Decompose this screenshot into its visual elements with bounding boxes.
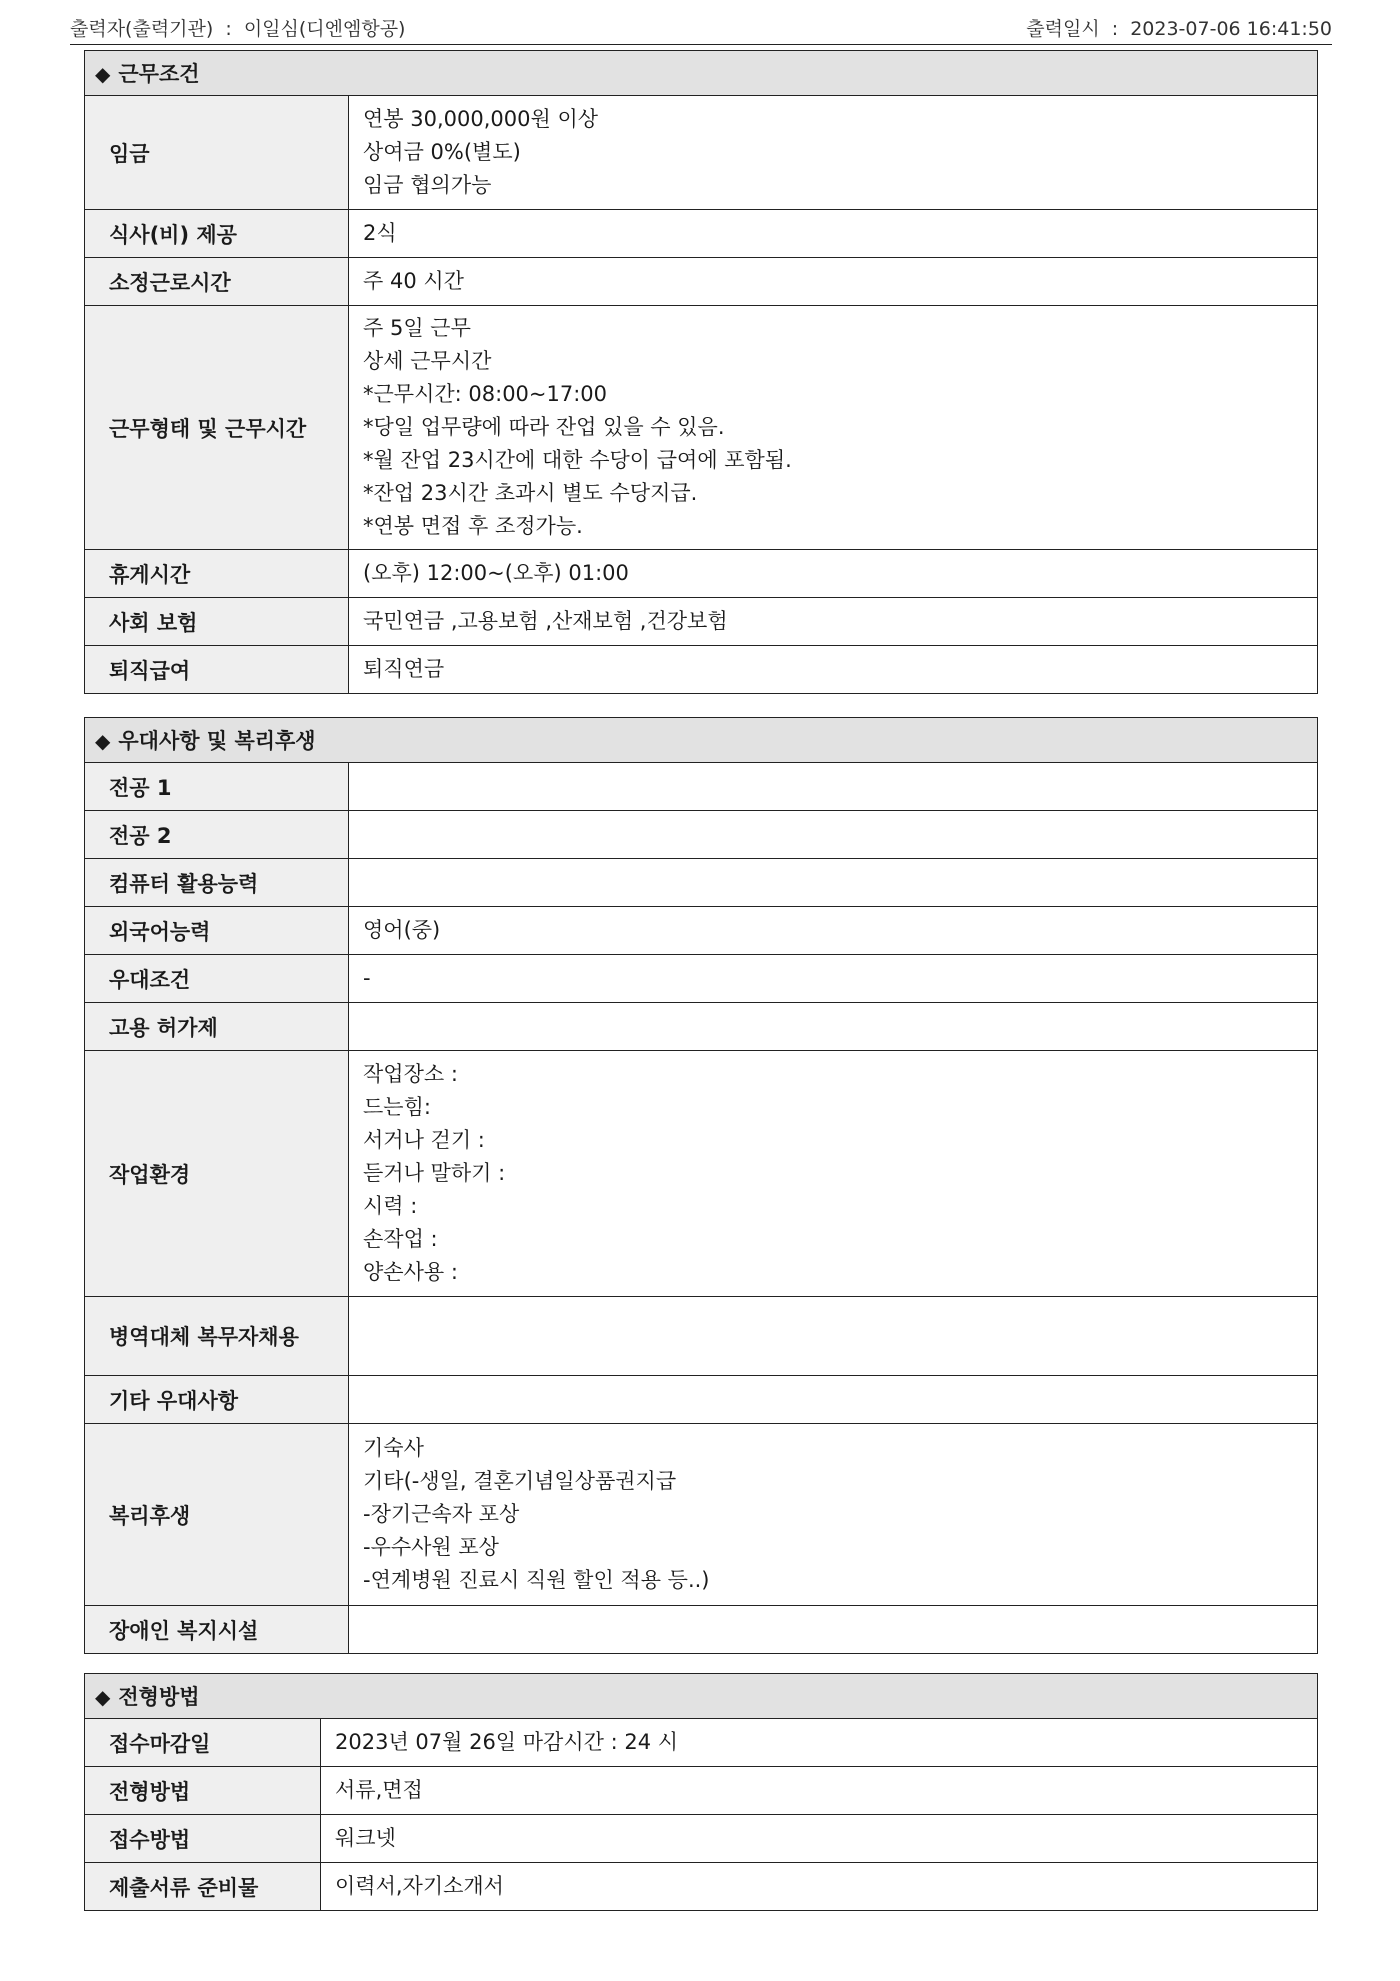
row-value	[349, 96, 1318, 210]
row-label: 전형방법	[85, 1767, 321, 1815]
row-value	[321, 1863, 1318, 1911]
value-line: *근무시간: 08:00~17:00	[363, 382, 608, 406]
print-datetime	[1026, 14, 1332, 41]
value-line: 상세 근무시간	[363, 349, 492, 373]
value-line: 손작업 :	[363, 1227, 438, 1251]
row-label: 임금	[85, 96, 349, 210]
section-title	[85, 718, 1318, 763]
value-line: 듣거나 말하기 :	[363, 1161, 506, 1185]
section-work-conditions	[84, 50, 1318, 694]
value-line: -연계병원 진료시 직원 할인 적용 등..)	[363, 1568, 710, 1592]
table-row	[85, 811, 1318, 859]
table-row	[85, 1424, 1318, 1606]
row-label: 제출서류 준비물	[85, 1863, 321, 1911]
row-value	[349, 1297, 1318, 1376]
row-value	[349, 1051, 1318, 1297]
value-line: -우수사원 포상	[363, 1535, 499, 1559]
row-value	[349, 1003, 1318, 1051]
table-row	[85, 955, 1318, 1003]
table-row	[85, 306, 1318, 550]
row-value	[321, 1767, 1318, 1815]
table-row	[85, 1051, 1318, 1297]
value-line: *연봉 면접 후 조정가능.	[363, 514, 583, 538]
value-line: 워크넷	[335, 1826, 396, 1850]
section-preferences-benefits	[84, 717, 1318, 1654]
value-line: 기숙사	[363, 1436, 424, 1460]
diamond-bullet-icon: ◆	[95, 1685, 111, 1709]
row-value	[321, 1719, 1318, 1767]
value-line: *당일 업무량에 따라 잔업 있을 수 있음.	[363, 415, 725, 439]
row-value	[349, 1606, 1318, 1654]
row-label: 복리후생	[85, 1424, 349, 1606]
row-value	[349, 859, 1318, 907]
section-header-row	[85, 1674, 1318, 1719]
printer-info	[70, 14, 405, 41]
value-line: *월 잔업 23시간에 대한 수당이 급여에 포함됨.	[363, 448, 792, 472]
value-line: 기타(-생일, 결혼기념일상품권지급	[363, 1469, 677, 1493]
printer-separator: :	[225, 18, 232, 40]
row-label: 전공 1	[85, 763, 349, 811]
value-line: 서거나 걷기 :	[363, 1128, 485, 1152]
printer-value: 이일심(디엔엠항공)	[243, 18, 406, 40]
value-line: 연봉 30,000,000원 이상	[363, 107, 599, 131]
diamond-bullet-icon: ◆	[95, 62, 111, 86]
row-label: 접수마감일	[85, 1719, 321, 1767]
value-line: (오후) 12:00~(오후) 01:00	[363, 561, 629, 585]
table-row	[85, 1815, 1318, 1863]
row-label: 병역대체 복무자채용	[85, 1297, 349, 1376]
row-label: 휴게시간	[85, 550, 349, 598]
print-header	[70, 6, 1332, 45]
table-row	[85, 258, 1318, 306]
value-line: 양손사용 :	[363, 1260, 458, 1284]
table-row	[85, 859, 1318, 907]
row-label: 장애인 복지시설	[85, 1606, 349, 1654]
row-label: 우대조건	[85, 955, 349, 1003]
section-title-text: 근무조건	[118, 62, 200, 86]
value-line: 국민연금 ,고용보험 ,산재보험 ,건강보험	[363, 609, 728, 633]
value-line: 시력 :	[363, 1194, 418, 1218]
row-value	[349, 258, 1318, 306]
row-label: 외국어능력	[85, 907, 349, 955]
table-row	[85, 1767, 1318, 1815]
value-line: 영어(중)	[363, 918, 441, 942]
table-row	[85, 1606, 1318, 1654]
diamond-bullet-icon: ◆	[95, 729, 111, 753]
value-line: 상여금 0%(별도)	[363, 140, 521, 164]
row-value	[349, 646, 1318, 694]
value-line: 퇴직연금	[363, 657, 445, 681]
table-row	[85, 1003, 1318, 1051]
row-label: 작업환경	[85, 1051, 349, 1297]
row-label: 고용 허가제	[85, 1003, 349, 1051]
table-row	[85, 1719, 1318, 1767]
value-line: 작업장소 :	[363, 1062, 458, 1086]
value-line: 서류,면접	[335, 1778, 423, 1802]
row-value	[349, 1424, 1318, 1606]
row-label: 사회 보험	[85, 598, 349, 646]
row-label: 근무형태 및 근무시간	[85, 306, 349, 550]
value-line: 2식	[363, 221, 397, 245]
row-label: 소정근로시간	[85, 258, 349, 306]
row-label: 식사(비) 제공	[85, 210, 349, 258]
row-value	[349, 210, 1318, 258]
row-label: 전공 2	[85, 811, 349, 859]
table-row	[85, 1863, 1318, 1911]
table-row	[85, 96, 1318, 210]
section-title	[85, 1674, 1318, 1719]
value-line: 주 5일 근무	[363, 316, 471, 340]
value-line: 주 40 시간	[363, 269, 464, 293]
row-label: 접수방법	[85, 1815, 321, 1863]
table-row	[85, 646, 1318, 694]
table-row	[85, 210, 1318, 258]
value-line: -장기근속자 포상	[363, 1502, 520, 1526]
table-row	[85, 763, 1318, 811]
row-value	[349, 306, 1318, 550]
table-row	[85, 550, 1318, 598]
row-label: 컴퓨터 활용능력	[85, 859, 349, 907]
table-row	[85, 598, 1318, 646]
value-line: -	[363, 966, 371, 990]
datetime-value: 2023-07-06 16:41:50	[1130, 18, 1332, 40]
row-value	[349, 763, 1318, 811]
value-line: 이력서,자기소개서	[335, 1874, 504, 1898]
row-label: 퇴직급여	[85, 646, 349, 694]
row-value	[349, 550, 1318, 598]
value-line: 임금 협의가능	[363, 173, 492, 197]
value-line: 2023년 07월 26일 마감시간 : 24 시	[335, 1730, 679, 1754]
row-value	[349, 598, 1318, 646]
table-row	[85, 1297, 1318, 1376]
row-value	[349, 811, 1318, 859]
section-header-row	[85, 51, 1318, 96]
section-selection-method	[84, 1673, 1318, 1911]
table-row	[85, 907, 1318, 955]
row-value	[349, 955, 1318, 1003]
datetime-separator: :	[1111, 18, 1119, 40]
section-title-text: 우대사항 및 복리후생	[118, 729, 316, 753]
value-line: 드는힘:	[363, 1095, 431, 1119]
printer-label: 출력자(출력기관)	[70, 18, 214, 40]
row-label: 기타 우대사항	[85, 1376, 349, 1424]
value-line: *잔업 23시간 초과시 별도 수당지급.	[363, 481, 698, 505]
row-value	[321, 1815, 1318, 1863]
table-row	[85, 1376, 1318, 1424]
datetime-label: 출력일시	[1026, 18, 1100, 40]
row-value	[349, 1376, 1318, 1424]
section-title	[85, 51, 1318, 96]
section-header-row	[85, 718, 1318, 763]
section-title-text: 전형방법	[118, 1685, 200, 1709]
row-value	[349, 907, 1318, 955]
